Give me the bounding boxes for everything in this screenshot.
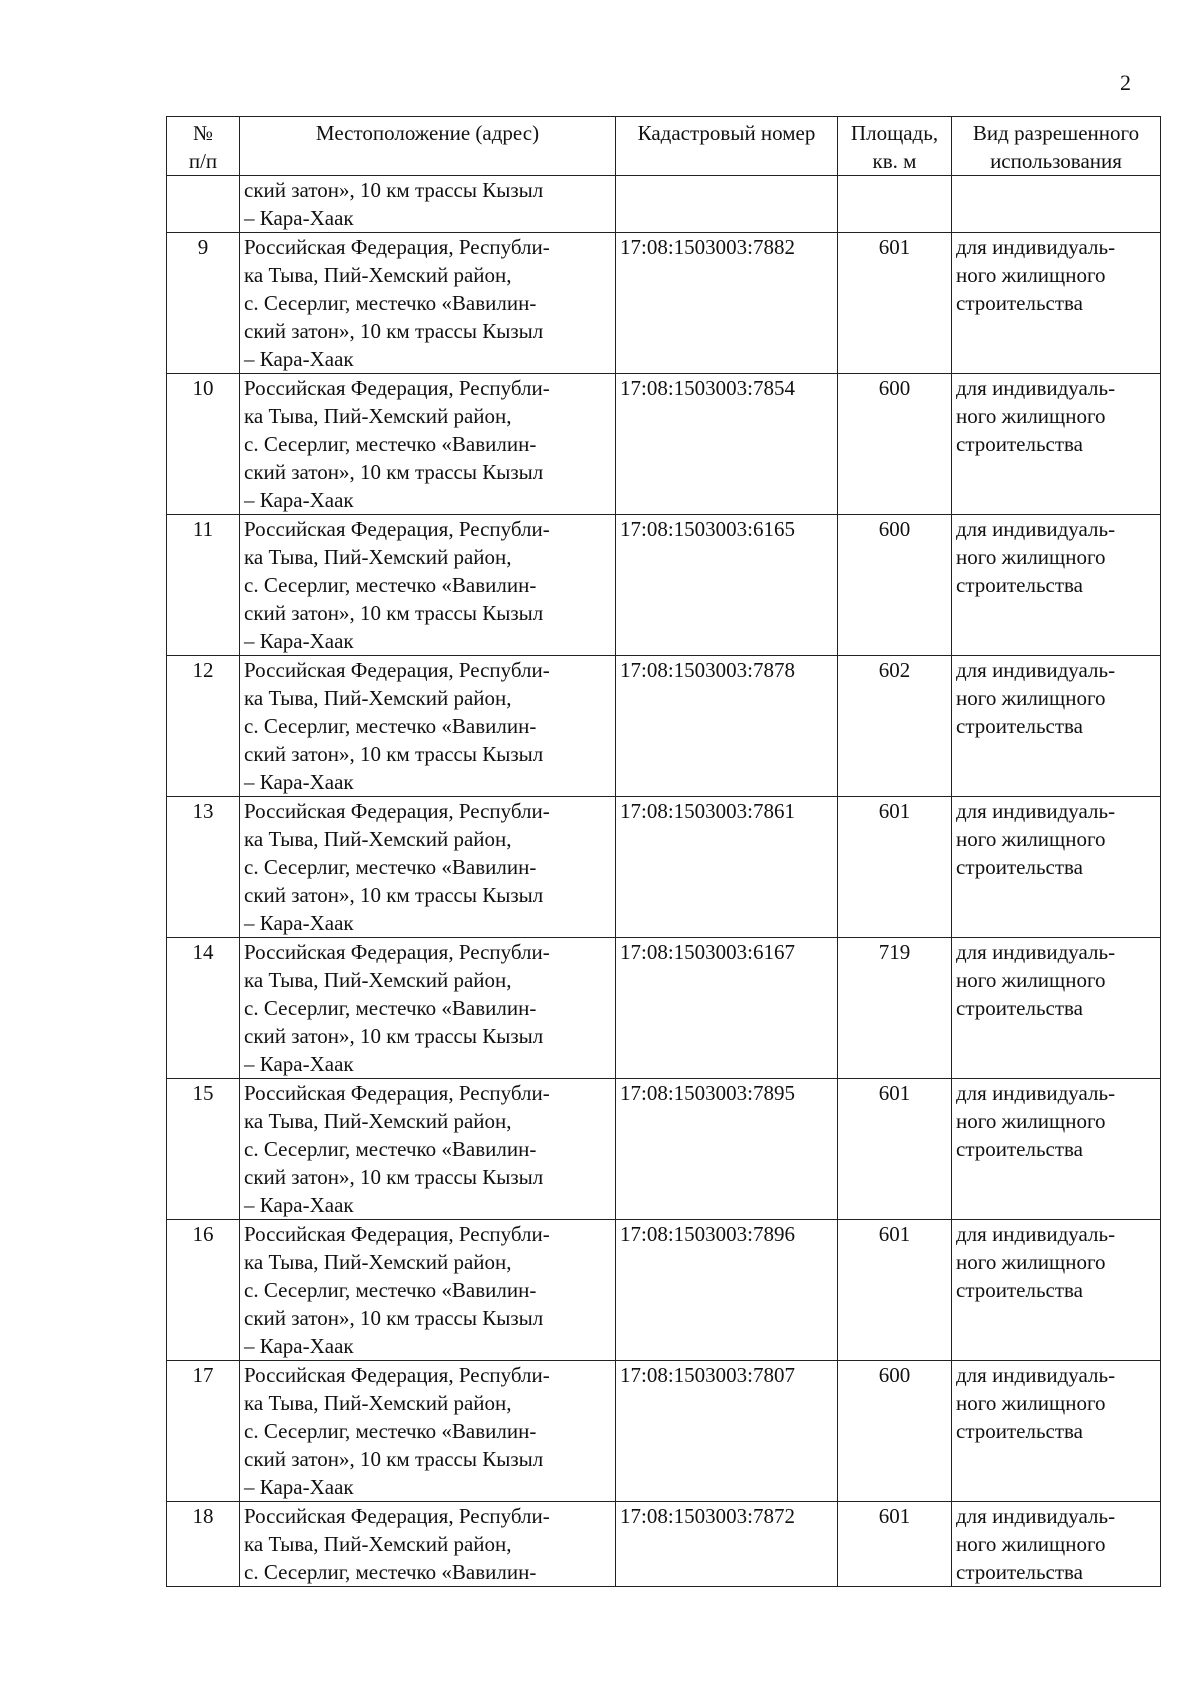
address-line: Российская Федерация, Республи- [244,1081,550,1105]
use-line: ного жилищного [956,1250,1106,1274]
cell-number: 10 [167,374,240,515]
address-line: с. Сесерлиг, местечко «Вавилин- [244,291,537,315]
address-line: – Кара-Хаак [244,911,354,935]
use-line: для индивидуаль- [956,1081,1116,1105]
address-line: – Кара-Хаак [244,206,354,230]
cell-cadastral [616,176,838,233]
cell-number [167,176,240,233]
cell-use [952,1220,1161,1361]
use-line: строительства [956,1278,1084,1302]
cell-number: 13 [167,797,240,938]
address-line: ка Тыва, Пий-Хемский район, [244,968,512,992]
table-row [167,797,1161,938]
use-line: для индивидуаль- [956,235,1116,259]
header-cadastral [616,117,838,176]
use-line: для индивидуаль- [956,1222,1116,1246]
cell-use [952,938,1161,1079]
cell-area: 601 [838,797,952,938]
use-line: строительства [956,1560,1084,1584]
use-line: строительства [956,291,1084,315]
continuation-row [167,176,1161,233]
address-line: Российская Федерация, Республи- [244,517,550,541]
cell-number: 11 [167,515,240,656]
cell-area: 600 [838,1361,952,1502]
cell-use [952,1079,1161,1220]
cell-address [240,938,616,1079]
use-line: для индивидуаль- [956,1363,1116,1387]
cell-number: 9 [167,233,240,374]
use-line: для индивидуаль- [956,517,1116,541]
address-line: ка Тыва, Пий-Хемский район, [244,686,512,710]
address-line: ка Тыва, Пий-Хемский район, [244,827,512,851]
address-line: Российская Федерация, Республи- [244,940,550,964]
table-header [167,117,1161,176]
cell-area [838,176,952,233]
use-line: для индивидуаль- [956,1504,1116,1528]
cell-cadastral: 17:08:1503003:7882 [616,233,838,374]
address-line: – Кара-Хаак [244,629,354,653]
table-row [167,1079,1161,1220]
use-line: строительства [956,855,1084,879]
cell-cadastral: 17:08:1503003:7861 [616,797,838,938]
address-line: с. Сесерлиг, местечко «Вавилин- [244,996,537,1020]
cell-area: 601 [838,1079,952,1220]
cell-use [952,374,1161,515]
cell-area: 601 [838,1502,952,1587]
use-line: строительства [956,714,1084,738]
address-line: с. Сесерлиг, местечко «Вавилин- [244,573,537,597]
use-line: строительства [956,996,1084,1020]
use-line: строительства [956,432,1084,456]
address-line: ка Тыва, Пий-Хемский район, [244,1391,512,1415]
address-line: ский затон», 10 км трассы Кызыл [244,178,544,202]
address-line: ка Тыва, Пий-Хемский район, [244,1532,512,1556]
address-line: ский затон», 10 км трассы Кызыл [244,1447,544,1471]
header-line: № [192,121,214,145]
address-line: с. Сесерлиг, местечко «Вавилин- [244,432,537,456]
cell-area: 601 [838,233,952,374]
header-line: использования [990,149,1122,173]
cell-cadastral: 17:08:1503003:7896 [616,1220,838,1361]
use-line: ного жилищного [956,968,1106,992]
cell-address [240,515,616,656]
address-line: Российская Федерация, Республи- [244,1363,550,1387]
cell-address [240,1361,616,1502]
address-line: с. Сесерлиг, местечко «Вавилин- [244,855,537,879]
use-line: ного жилищного [956,1109,1106,1133]
use-line: для индивидуаль- [956,658,1116,682]
address-line: Российская Федерация, Республи- [244,376,550,400]
header-line: Площадь, [850,121,939,145]
cell-address [240,1502,616,1587]
table-row [167,374,1161,515]
address-line: Российская Федерация, Республи- [244,658,550,682]
use-line: для индивидуаль- [956,940,1116,964]
cell-area: 602 [838,656,952,797]
address-line: ский затон», 10 км трассы Кызыл [244,319,544,343]
address-line: ский затон», 10 км трассы Кызыл [244,601,544,625]
header-use [952,117,1161,176]
address-line: – Кара-Хаак [244,347,354,371]
cell-cadastral: 17:08:1503003:6165 [616,515,838,656]
cell-address [240,1220,616,1361]
table-body [167,176,1161,1587]
cell-number: 17 [167,1361,240,1502]
address-line: ский затон», 10 км трассы Кызыл [244,1165,544,1189]
address-line: с. Сесерлиг, местечко «Вавилин- [244,1278,537,1302]
address-line: ский затон», 10 км трассы Кызыл [244,460,544,484]
table-row [167,515,1161,656]
cell-cadastral: 17:08:1503003:7872 [616,1502,838,1587]
cell-use [952,233,1161,374]
address-line: ский затон», 10 км трассы Кызыл [244,883,544,907]
address-line: ский затон», 10 км трассы Кызыл [244,1306,544,1330]
use-line: строительства [956,1419,1084,1443]
table-row [167,656,1161,797]
cell-number: 12 [167,656,240,797]
cell-address [240,374,616,515]
cell-area: 601 [838,1220,952,1361]
cell-number: 16 [167,1220,240,1361]
header-address [240,117,616,176]
cell-address [240,1079,616,1220]
header-line: Кадастровый номер [637,121,816,145]
address-line: – Кара-Хаак [244,1193,354,1217]
cell-number: 15 [167,1079,240,1220]
cell-use [952,1502,1161,1587]
table-row [167,233,1161,374]
header-line: кв. м [872,149,917,173]
table-row [167,938,1161,1079]
cell-use [952,797,1161,938]
address-line: ка Тыва, Пий-Хемский район, [244,263,512,287]
header-number [167,117,240,176]
page-number: 2 [1120,70,1131,95]
address-line: – Кара-Хаак [244,1052,354,1076]
address-line: ка Тыва, Пий-Хемский район, [244,545,512,569]
cell-area: 600 [838,515,952,656]
address-line: с. Сесерлиг, местечко «Вавилин- [244,1560,537,1584]
use-line: ного жилищного [956,263,1106,287]
address-line: Российская Федерация, Республи- [244,1504,550,1528]
cell-area: 600 [838,374,952,515]
address-line: – Кара-Хаак [244,770,354,794]
use-line: ного жилищного [956,686,1106,710]
address-line: Российская Федерация, Республи- [244,1222,550,1246]
cell-use [952,656,1161,797]
cell-number: 14 [167,938,240,1079]
cell-address [240,656,616,797]
use-line: ного жилищного [956,545,1106,569]
cell-cadastral: 17:08:1503003:6167 [616,938,838,1079]
use-line: для индивидуаль- [956,799,1116,823]
address-line: ка Тыва, Пий-Хемский район, [244,404,512,428]
cell-use [952,176,1161,233]
use-line: ного жилищного [956,1532,1106,1556]
use-line: строительства [956,1137,1084,1161]
address-line: с. Сесерлиг, местечко «Вавилин- [244,1419,537,1443]
land-plots-table [166,116,1161,1587]
cell-cadastral: 17:08:1503003:7878 [616,656,838,797]
header-row [167,117,1161,176]
header-area [838,117,952,176]
address-line: – Кара-Хаак [244,1334,354,1358]
cell-use [952,515,1161,656]
header-line: Вид разрешенного [972,121,1140,145]
address-line: ка Тыва, Пий-Хемский район, [244,1109,512,1133]
table-row [167,1220,1161,1361]
address-line: ка Тыва, Пий-Хемский район, [244,1250,512,1274]
use-line: для индивидуаль- [956,376,1116,400]
cell-address [240,797,616,938]
table-row [167,1361,1161,1502]
header-line: Местоположение (адрес) [315,121,540,145]
address-line: ский затон», 10 км трассы Кызыл [244,1024,544,1048]
cell-cadastral: 17:08:1503003:7895 [616,1079,838,1220]
cell-area: 719 [838,938,952,1079]
cell-cadastral: 17:08:1503003:7854 [616,374,838,515]
cell-address [240,176,616,233]
address-line: с. Сесерлиг, местечко «Вавилин- [244,1137,537,1161]
address-line: с. Сесерлиг, местечко «Вавилин- [244,714,537,738]
address-line: Российская Федерация, Республи- [244,799,550,823]
use-line: ного жилищного [956,404,1106,428]
use-line: ного жилищного [956,1391,1106,1415]
address-line: – Кара-Хаак [244,488,354,512]
use-line: ного жилищного [956,827,1106,851]
cell-number: 18 [167,1502,240,1587]
address-line: – Кара-Хаак [244,1475,354,1499]
address-line: Российская Федерация, Республи- [244,235,550,259]
cell-use [952,1361,1161,1502]
table-row [167,1502,1161,1587]
use-line: строительства [956,573,1084,597]
address-line: ский затон», 10 км трассы Кызыл [244,742,544,766]
header-line: п/п [188,149,218,173]
cell-address [240,233,616,374]
cell-cadastral: 17:08:1503003:7807 [616,1361,838,1502]
